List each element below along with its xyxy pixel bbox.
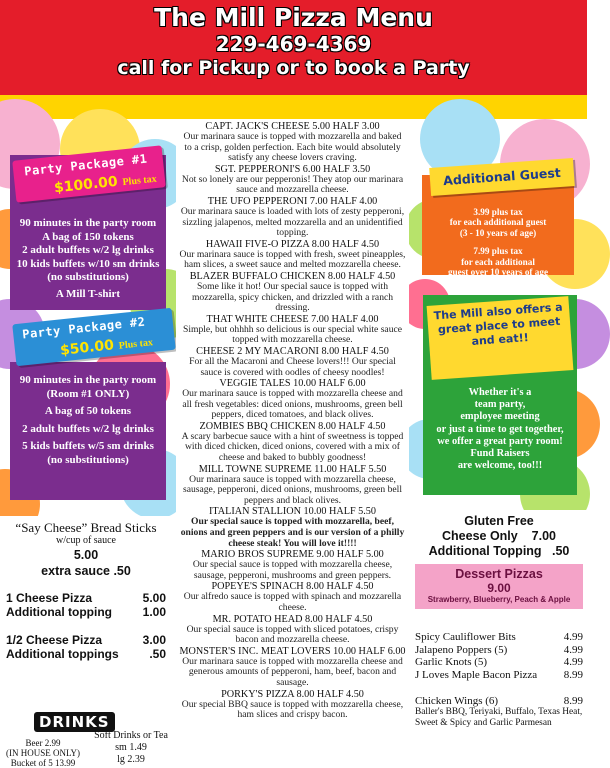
party-package-2-price-note: Plus tax	[118, 337, 154, 352]
gluten-free-cheese-price: 7.00	[531, 529, 556, 543]
breadsticks-price: 5.00	[73, 548, 99, 562]
wings-section	[415, 695, 583, 729]
list-item	[415, 631, 583, 644]
list-item: 90 minutes in the party room	[19, 217, 157, 229]
gluten-free-line-2	[415, 544, 583, 559]
menu-item-name: PORKY'S PIZZA 8.00 HALF 4.50	[221, 688, 364, 700]
bucket-price: Bucket of 5 13.99	[10, 758, 76, 768]
dessert-title: Dessert Pizzas	[455, 567, 543, 581]
item-price: 1.00	[142, 605, 166, 619]
item-price: 4.99	[563, 656, 583, 669]
mill-offer-box	[423, 295, 577, 495]
list-item: 2 adult buffets w/2 lg drinks	[22, 244, 154, 257]
menu-item-description: Our marinara sauce is loaded with lots of zesty pepperoni, sizzling jalapenos, melted mozzarella and an unidentified topping.	[180, 205, 405, 239]
party-package-1	[10, 151, 166, 310]
list-item: 90 minutes in the party room	[19, 374, 157, 386]
guest-line: guest over 10 years of age	[447, 267, 549, 278]
breadsticks-extra: extra sauce .50	[41, 564, 131, 578]
party-package-2	[10, 314, 166, 500]
soft-drinks-small: sm 1.49	[115, 742, 147, 753]
guest-line: (3 - 10 years of age)	[459, 227, 537, 238]
menu-item-name: CHEESE 2 MY MACARONI 8.00 HALF 4.50	[196, 345, 389, 357]
wings-flavors: Baller's BBQ, Teriyaki, Buffalo, Texas Heat, Sweet & Spicy and Garlic Parmesan	[415, 707, 583, 729]
offer-line: Whether it's a	[468, 387, 532, 398]
drinks-heading	[34, 712, 115, 732]
menu-item-description: Our marinara sauce is topped with mozzarella cheese and generous amounts of pepperoni, ham, beef, bacon and sausage.	[182, 655, 403, 688]
beer-block	[4, 738, 82, 768]
party-package-2-list	[10, 374, 166, 468]
menu-item-description: Our alfredo sauce is topped with spinach and mozzarella cheese.	[183, 591, 402, 613]
phone-number[interactable]: 229-469-4369	[215, 32, 372, 56]
dessert-price: 9.00	[487, 581, 511, 595]
menu-item-name: THAT WHITE CHEESE 7.00 HALF 4.00	[206, 313, 379, 325]
menu-item-name: POPEYE'S SPINACH 8.00 HALF 4.50	[211, 581, 374, 593]
gluten-free-topping-label: Additional Topping	[428, 544, 542, 558]
item-name: Jalapeno Poppers (5)	[415, 643, 508, 656]
list-item: A bag of 150 tokens	[42, 230, 134, 243]
item-name: Additional topping	[6, 605, 112, 619]
item-name: Spicy Cauliflower Bits	[415, 631, 516, 643]
gluten-free-cheese-label: Cheese Only	[442, 529, 518, 543]
list-item	[6, 633, 166, 647]
soft-drinks-block	[90, 730, 172, 766]
menu-item-description: For all the Macaroni and Cheese lovers!!! Our special sauce is covered with oodles of cheesy noodles!	[189, 355, 396, 378]
additional-guest-title: Additional Guest	[429, 158, 575, 196]
header-banner	[0, 0, 587, 95]
guest-line: for each additional guest	[449, 217, 547, 228]
menu-item-name: ITALIAN STALLION 10.00 HALF 5.50	[208, 506, 376, 518]
item-name: Garlic Knots (5)	[415, 656, 488, 669]
menu-item-name: CAPT. JACK'S CHEESE 5.00 HALF 3.00	[205, 121, 380, 132]
item-name: 1/2 Cheese Pizza	[6, 633, 103, 647]
item-price: 5.00	[142, 591, 166, 605]
list-item	[415, 669, 583, 682]
menu-item-description: Some like it hot! Our special sauce is topped with mozzarella, spicy chicken, and drizzled with a ranch dressing.	[191, 280, 394, 314]
list-item: A Mill T-shirt	[55, 287, 121, 300]
mill-offer-details	[423, 387, 577, 472]
menu-item-name: HAWAII FIVE-O PIZZA 8.00 HALF 4.50	[205, 238, 380, 250]
item-price: 4.99	[563, 643, 583, 656]
soft-drinks-title: Soft Drinks or Tea	[94, 730, 168, 741]
menu-item-name: SGT. PEPPERONI'S 6.00 HALF 3.50	[214, 163, 371, 175]
menu-item-description: A scary barbecue sauce with a hint of sweetness is topped with diced chicken, diced onions, covered with a mix of cheese and baked to bubbly goodness!	[181, 430, 404, 464]
drinks-title: DRINKS	[34, 712, 115, 732]
breadsticks-sub: w/cup of sauce	[56, 535, 116, 546]
item-price: 4.99	[563, 631, 583, 643]
list-item: 2 adult buffets w/2 lg drinks	[22, 422, 154, 435]
guest-line: 7.99 plus tax	[473, 246, 523, 257]
guest-line: 3.99 plus tax	[473, 207, 523, 217]
menu-item-description: Our marinara sauce is topped with fresh, sweet pineapples, ham slices, a sweet sauce and melted mozzarella cheese.	[179, 248, 406, 271]
menu-item-description: Our marinara sauce is topped with mozzarella and baked to a crisp, golden perfection. Each bite would absolutely satisfy any cheese lovers craving.	[183, 131, 402, 164]
menu-item-name: VEGGIE TALES 10.00 HALF 6.00	[219, 378, 366, 390]
party-package-1-list	[10, 217, 166, 302]
mill-offer-title: The Mill also offers a great place to meet and eat!!	[427, 296, 574, 380]
soft-drinks-large: lg 2.39	[117, 754, 145, 765]
item-price: .50	[149, 647, 166, 661]
offer-line: or just a time to get together,	[436, 423, 564, 435]
gluten-free-line-1	[415, 529, 583, 544]
breadsticks-title: “Say Cheese” Bread Sticks	[15, 520, 157, 535]
menu-item-description: Our special sauce is topped with mozzarella, beef, onions and green peppers and is our version of a philly cheese steak! You will love it!!!!	[180, 516, 405, 549]
dessert-flavors: Strawberry, Blueberry, Peach & Apple	[427, 595, 571, 604]
sides-list	[415, 631, 583, 681]
gluten-free-title: Gluten Free	[464, 514, 534, 528]
offer-line: we offer a great party room!	[437, 435, 563, 447]
party-package-2-price-value: $50.00	[59, 337, 115, 359]
item-name: 1 Cheese Pizza	[6, 591, 93, 605]
list-item	[6, 647, 166, 661]
dessert-pizzas	[415, 564, 583, 609]
menu-item-name: BLAZER BUFFALO CHICKEN 8.00 HALF 4.50	[189, 270, 396, 282]
menu-title: The Mill Pizza Menu	[154, 3, 433, 32]
item-name: J Loves Maple Bacon Pizza	[415, 668, 538, 681]
party-package-1-price-note: Plus tax	[122, 173, 158, 189]
pizza-menu-column	[176, 119, 409, 759]
beer-note: (IN HOUSE ONLY)	[5, 748, 81, 758]
offer-line: team party,	[474, 399, 526, 411]
menu-item-name: MILL TOWNE SUPREME 11.00 HALF 5.50	[198, 463, 387, 475]
offer-line: are welcome, too!!!	[457, 460, 543, 472]
additional-guest-details	[422, 207, 574, 277]
menu-item-description: Our special BBQ sauce is topped with mozzarella cheese, ham slices and crispy bacon.	[181, 698, 404, 721]
offer-line: employee meeting	[460, 411, 540, 423]
additional-guest-box	[422, 164, 574, 278]
menu-item-description: Simple, but ohhhh so delicious is our special white sauce topped with mozzarella cheese.	[182, 323, 403, 346]
guest-spacer	[422, 238, 574, 246]
header-tagline: call for Pickup or to book a Party	[117, 57, 470, 79]
list-item: (Room #1 ONLY)	[46, 387, 130, 400]
gluten-free-section	[415, 514, 583, 559]
left-lower-column	[0, 516, 172, 768]
gluten-free-topping-price: .50	[551, 544, 570, 558]
menu-item-name: THE UFO PEPPERONI 7.00 HALF 4.00	[207, 195, 378, 207]
list-item	[415, 656, 583, 669]
wings-row	[415, 695, 583, 707]
party-package-1-price-value: $100.00	[53, 173, 119, 197]
item-price: 3.00	[142, 633, 166, 647]
menu-item-description: Not so lonely are our pepperonis! They atop our marinara sauce and mozzarella cheese.	[181, 173, 404, 196]
list-item: (no substitutions)	[47, 271, 129, 284]
menu-item-name: MARIO BROS SUPREME 9.00 HALF 5.00	[201, 549, 384, 561]
list-item	[6, 591, 166, 605]
pizza-price-list	[6, 591, 166, 661]
list-item: 10 kids buffets w/10 sm drinks	[16, 257, 160, 270]
menu-item-name: ZOMBIES BBQ CHICKEN 8.00 HALF 4.50	[199, 420, 386, 432]
list-item: A bag of 50 tokens	[44, 405, 132, 418]
wings-name: Chicken Wings (6)	[415, 695, 499, 708]
guest-line: for each additional	[461, 256, 535, 267]
offer-line: Fund Raisers	[470, 448, 530, 460]
menu-item-name: MR. POTATO HEAD 8.00 HALF 4.50	[212, 613, 373, 625]
list-item: 5 kids buffets w/5 sm drinks	[22, 440, 154, 453]
menu-item-description: Our special sauce is topped with sliced potatoes, crispy bacon and mozzarella cheese.	[186, 623, 399, 646]
party-package-1-title: Party Package #1	[23, 151, 148, 179]
list-item	[6, 605, 166, 619]
list-item: (no substitutions)	[47, 453, 129, 466]
menu-item-description: Our special sauce is topped with mozzarella cheese, sausage, pepperoni, mushrooms and green peppers.	[192, 559, 393, 581]
right-lower-column	[411, 510, 587, 759]
item-price: 8.99	[563, 668, 583, 681]
beer-price: Beer 2.99	[25, 738, 61, 748]
item-name: Additional toppings	[6, 647, 119, 661]
wings-price: 8.99	[563, 695, 583, 708]
list-item	[415, 644, 583, 657]
party-package-2-title: Party Package #2	[21, 314, 146, 342]
menu-item-name: MONSTER'S INC. MEAT LOVERS 10.00 HALF 6.00	[179, 645, 406, 657]
menu-item-description: Our marinara sauce is topped with mozzarella cheese, sausage, pepperoni, diced onions, mushrooms, green bell peppers and black olives.	[182, 473, 402, 506]
menu-item-description: Our marinara sauce is topped with mozzarella cheese and all fresh vegetables: diced onions, mushrooms, green bell peppers, diced tomatoes, and black olives.	[182, 388, 403, 421]
